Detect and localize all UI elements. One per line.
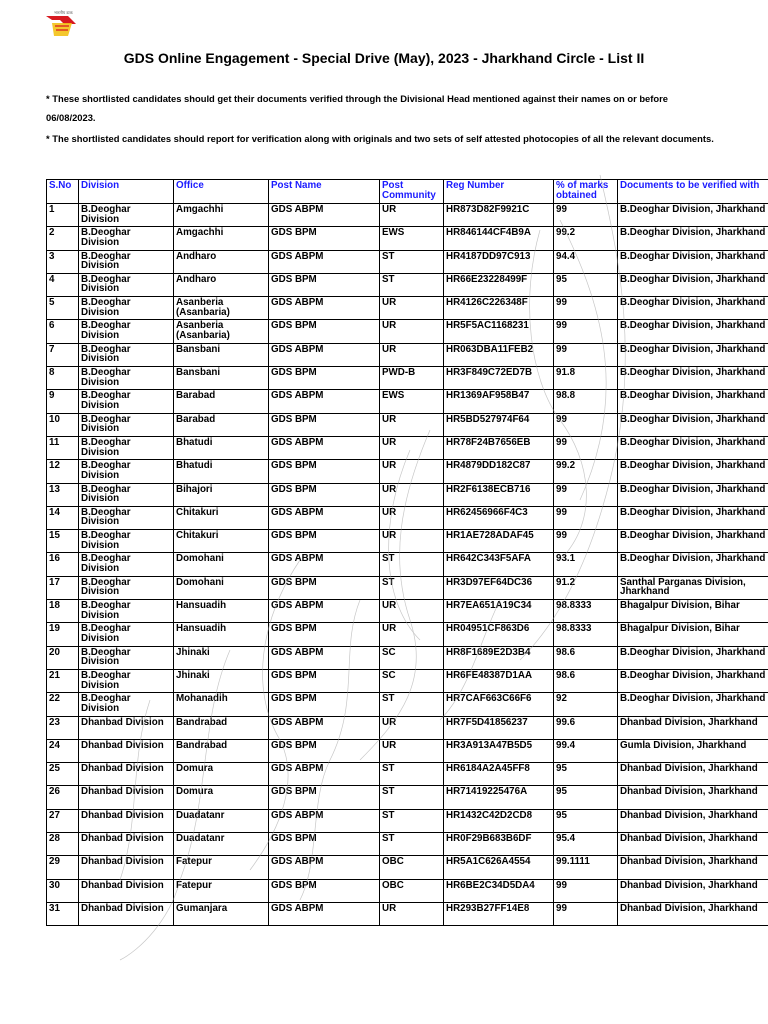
cell-reg-number: HR6184A2A45FF8: [444, 763, 554, 786]
cell-office: Bandrabad: [174, 739, 269, 762]
cell-office: Fatepur: [174, 856, 269, 879]
cell-reg-number: HR7F5D41856237: [444, 716, 554, 739]
cell-reg-number: HR3F849C72ED7B: [444, 367, 554, 390]
cell-division: Dhanbad Division: [79, 739, 174, 762]
instruction-note-1: * These shortlisted candidates should get their documents verified through the Divisional Head mentioned against their names on or before 06/08/2023.: [46, 93, 668, 123]
india-post-logo: [42, 6, 82, 38]
cell-post-name: GDS BPM: [269, 739, 380, 762]
cell-marks: 99: [554, 297, 618, 320]
cell-post-name: GDS ABPM: [269, 343, 380, 366]
cell-post-name: GDS BPM: [269, 320, 380, 343]
cell-reg-number: HR873D82F9921C: [444, 204, 554, 227]
cell-post-community: ST: [380, 273, 444, 296]
cell-post-community: EWS: [380, 390, 444, 413]
cell-documents: B.Deoghar Division, Jharkhand: [618, 343, 768, 366]
cell-office: Hansuadih: [174, 623, 269, 646]
col-header-reg-number: Reg Number: [444, 180, 554, 204]
cell-sno: 29: [47, 856, 79, 879]
cell-sno: 23: [47, 716, 79, 739]
cell-marks: 93.1: [554, 553, 618, 576]
cell-office: Fatepur: [174, 879, 269, 902]
cell-marks: 99: [554, 483, 618, 506]
cell-office: Amgachhi: [174, 227, 269, 250]
cell-office: Chitakuri: [174, 530, 269, 553]
cell-post-community: SC: [380, 646, 444, 669]
cell-marks: 99.2: [554, 227, 618, 250]
cell-reg-number: HR4879DD182C87: [444, 460, 554, 483]
cell-division: B.Deoghar Division: [79, 227, 174, 250]
cell-marks: 98.8: [554, 390, 618, 413]
cell-post-community: UR: [380, 506, 444, 529]
cell-office: Jhinaki: [174, 669, 269, 692]
cell-post-community: UR: [380, 600, 444, 623]
col-header-documents: Documents to be verified with: [618, 180, 768, 204]
cell-documents: Dhanbad Division, Jharkhand: [618, 856, 768, 879]
cell-division: B.Deoghar Division: [79, 553, 174, 576]
table-row: [47, 809, 768, 832]
cell-post-name: GDS BPM: [269, 693, 380, 716]
table-row: [47, 763, 768, 786]
cell-reg-number: HR4126C226348F: [444, 297, 554, 320]
table-row: [47, 856, 768, 879]
cell-office: Duadatanr: [174, 809, 269, 832]
cell-office: Domura: [174, 786, 269, 809]
cell-marks: 98.8333: [554, 623, 618, 646]
instruction-note-2: * The shortlisted candidates should report for verification along with originals and two sets of self attested photocopies of all the relevant documents.: [46, 132, 714, 144]
cell-post-name: GDS BPM: [269, 786, 380, 809]
cell-office: Jhinaki: [174, 646, 269, 669]
table-row: [47, 902, 768, 925]
col-header-marks: % of marks obtained: [554, 180, 618, 204]
cell-office: Bansbani: [174, 367, 269, 390]
cell-marks: 91.8: [554, 367, 618, 390]
cell-reg-number: HR4187DD97C913: [444, 250, 554, 273]
cell-documents: B.Deoghar Division, Jharkhand: [618, 506, 768, 529]
cell-reg-number: HR7EA651A19C34: [444, 600, 554, 623]
cell-marks: 99: [554, 436, 618, 459]
cell-documents: B.Deoghar Division, Jharkhand: [618, 250, 768, 273]
cell-post-community: UR: [380, 297, 444, 320]
cell-sno: 10: [47, 413, 79, 436]
cell-marks: 99: [554, 413, 618, 436]
cell-reg-number: HR3A913A47B5D5: [444, 739, 554, 762]
cell-documents: Dhanbad Division, Jharkhand: [618, 809, 768, 832]
cell-post-name: GDS ABPM: [269, 390, 380, 413]
cell-office: Gumanjara: [174, 902, 269, 925]
cell-sno: 16: [47, 553, 79, 576]
cell-post-community: ST: [380, 833, 444, 856]
cell-post-name: GDS BPM: [269, 623, 380, 646]
cell-post-community: UR: [380, 436, 444, 459]
col-header-post-name: Post Name: [269, 180, 380, 204]
cell-division: Dhanbad Division: [79, 716, 174, 739]
table-row: [47, 506, 768, 529]
table-row: [47, 343, 768, 366]
table-row: [47, 786, 768, 809]
cell-office: Asanberia (Asanbaria): [174, 297, 269, 320]
cell-division: B.Deoghar Division: [79, 693, 174, 716]
cell-sno: 27: [47, 809, 79, 832]
cell-post-community: ST: [380, 553, 444, 576]
table-row: [47, 250, 768, 273]
cell-division: B.Deoghar Division: [79, 204, 174, 227]
cell-sno: 12: [47, 460, 79, 483]
cell-post-name: GDS ABPM: [269, 763, 380, 786]
table-row: [47, 390, 768, 413]
cell-division: Dhanbad Division: [79, 763, 174, 786]
cell-reg-number: HR71419225476A: [444, 786, 554, 809]
cell-post-name: GDS BPM: [269, 669, 380, 692]
cell-sno: 25: [47, 763, 79, 786]
cell-post-name: GDS ABPM: [269, 856, 380, 879]
cell-documents: B.Deoghar Division, Jharkhand: [618, 413, 768, 436]
cell-documents: Santhal Parganas Division, Jharkhand: [618, 576, 768, 599]
cell-office: Chitakuri: [174, 506, 269, 529]
table-row: [47, 693, 768, 716]
cell-post-name: GDS BPM: [269, 833, 380, 856]
cell-marks: 98.6: [554, 669, 618, 692]
col-header-sno: S.No: [47, 180, 79, 204]
cell-division: B.Deoghar Division: [79, 623, 174, 646]
cell-marks: 99.4: [554, 739, 618, 762]
cell-post-community: ST: [380, 576, 444, 599]
cell-marks: 98.6: [554, 646, 618, 669]
cell-post-community: UR: [380, 623, 444, 646]
table-row: [47, 669, 768, 692]
cell-documents: Dhanbad Division, Jharkhand: [618, 902, 768, 925]
cell-reg-number: HR6BE2C34D5DA4: [444, 879, 554, 902]
cell-documents: B.Deoghar Division, Jharkhand: [618, 693, 768, 716]
cell-post-community: UR: [380, 483, 444, 506]
cell-post-name: GDS ABPM: [269, 902, 380, 925]
cell-division: B.Deoghar Division: [79, 343, 174, 366]
cell-reg-number: HR846144CF4B9A: [444, 227, 554, 250]
cell-post-name: GDS ABPM: [269, 809, 380, 832]
cell-documents: B.Deoghar Division, Jharkhand: [618, 530, 768, 553]
cell-sno: 6: [47, 320, 79, 343]
cell-reg-number: HR78F24B7656EB: [444, 436, 554, 459]
cell-documents: Dhanbad Division, Jharkhand: [618, 833, 768, 856]
cell-sno: 11: [47, 436, 79, 459]
cell-post-name: GDS ABPM: [269, 436, 380, 459]
cell-marks: 95: [554, 786, 618, 809]
cell-division: Dhanbad Division: [79, 902, 174, 925]
cell-documents: Gumla Division, Jharkhand: [618, 739, 768, 762]
table-row: [47, 879, 768, 902]
cell-post-name: GDS BPM: [269, 879, 380, 902]
cell-documents: B.Deoghar Division, Jharkhand: [618, 227, 768, 250]
cell-documents: B.Deoghar Division, Jharkhand: [618, 204, 768, 227]
cell-office: Andharo: [174, 273, 269, 296]
cell-documents: B.Deoghar Division, Jharkhand: [618, 553, 768, 576]
cell-office: Bhatudi: [174, 460, 269, 483]
cell-office: Domohani: [174, 576, 269, 599]
cell-office: Barabad: [174, 390, 269, 413]
cell-marks: 99: [554, 879, 618, 902]
cell-post-name: GDS ABPM: [269, 553, 380, 576]
cell-reg-number: HR063DBA11FEB2: [444, 343, 554, 366]
cell-division: B.Deoghar Division: [79, 669, 174, 692]
cell-office: Andharo: [174, 250, 269, 273]
cell-division: B.Deoghar Division: [79, 436, 174, 459]
cell-office: Domohani: [174, 553, 269, 576]
cell-documents: B.Deoghar Division, Jharkhand: [618, 273, 768, 296]
cell-post-community: UR: [380, 530, 444, 553]
cell-marks: 94.4: [554, 250, 618, 273]
cell-documents: B.Deoghar Division, Jharkhand: [618, 436, 768, 459]
cell-post-name: GDS BPM: [269, 367, 380, 390]
cell-documents: Bhagalpur Division, Bihar: [618, 623, 768, 646]
cell-office: Asanberia (Asanbaria): [174, 320, 269, 343]
cell-division: B.Deoghar Division: [79, 320, 174, 343]
cell-division: B.Deoghar Division: [79, 646, 174, 669]
cell-sno: 30: [47, 879, 79, 902]
cell-reg-number: HR1369AF958B47: [444, 390, 554, 413]
cell-division: B.Deoghar Division: [79, 600, 174, 623]
cell-post-community: ST: [380, 693, 444, 716]
cell-post-name: GDS BPM: [269, 576, 380, 599]
table-row: [47, 273, 768, 296]
cell-post-name: GDS ABPM: [269, 600, 380, 623]
table-row: [47, 600, 768, 623]
cell-sno: 14: [47, 506, 79, 529]
table-row: [47, 460, 768, 483]
cell-post-name: GDS ABPM: [269, 297, 380, 320]
cell-marks: 98.8333: [554, 600, 618, 623]
cell-sno: 8: [47, 367, 79, 390]
cell-post-community: OBC: [380, 856, 444, 879]
cell-post-name: GDS BPM: [269, 460, 380, 483]
cell-reg-number: HR1AE728ADAF45: [444, 530, 554, 553]
table-row: [47, 716, 768, 739]
cell-post-name: GDS BPM: [269, 413, 380, 436]
cell-reg-number: HR0F29B683B6DF: [444, 833, 554, 856]
cell-post-community: OBC: [380, 879, 444, 902]
cell-division: Dhanbad Division: [79, 856, 174, 879]
cell-sno: 21: [47, 669, 79, 692]
cell-marks: 99: [554, 204, 618, 227]
cell-office: Bandrabad: [174, 716, 269, 739]
cell-division: B.Deoghar Division: [79, 530, 174, 553]
cell-documents: B.Deoghar Division, Jharkhand: [618, 669, 768, 692]
cell-post-community: UR: [380, 204, 444, 227]
cell-documents: B.Deoghar Division, Jharkhand: [618, 483, 768, 506]
cell-division: B.Deoghar Division: [79, 273, 174, 296]
cell-sno: 9: [47, 390, 79, 413]
page-title: GDS Online Engagement - Special Drive (May), 2023 - Jharkhand Circle - List II: [123, 50, 645, 66]
cell-documents: Bhagalpur Division, Bihar: [618, 600, 768, 623]
cell-sno: 28: [47, 833, 79, 856]
table-row: [47, 413, 768, 436]
cell-post-name: GDS ABPM: [269, 250, 380, 273]
cell-post-name: GDS ABPM: [269, 646, 380, 669]
col-header-office: Office: [174, 180, 269, 204]
table-row: [47, 739, 768, 762]
cell-marks: 99.1111: [554, 856, 618, 879]
cell-reg-number: HR8F1689E2D3B4: [444, 646, 554, 669]
cell-sno: 2: [47, 227, 79, 250]
cell-marks: 95: [554, 273, 618, 296]
cell-post-community: UR: [380, 343, 444, 366]
cell-sno: 22: [47, 693, 79, 716]
cell-reg-number: HR66E23228499F: [444, 273, 554, 296]
cell-marks: 92: [554, 693, 618, 716]
cell-post-name: GDS BPM: [269, 227, 380, 250]
cell-division: B.Deoghar Division: [79, 250, 174, 273]
cell-sno: 17: [47, 576, 79, 599]
cell-sno: 24: [47, 739, 79, 762]
cell-post-community: ST: [380, 786, 444, 809]
table-row: [47, 227, 768, 250]
cell-marks: 95: [554, 809, 618, 832]
cell-sno: 5: [47, 297, 79, 320]
cell-reg-number: HR5F5AC1168231: [444, 320, 554, 343]
cell-post-name: GDS ABPM: [269, 506, 380, 529]
instructions: [46, 90, 716, 148]
cell-marks: 99: [554, 320, 618, 343]
cell-reg-number: HR1432C42D2CD8: [444, 809, 554, 832]
table-row: [47, 297, 768, 320]
cell-division: B.Deoghar Division: [79, 390, 174, 413]
cell-division: B.Deoghar Division: [79, 297, 174, 320]
cell-reg-number: HR293B27FF14E8: [444, 902, 554, 925]
cell-marks: 99: [554, 343, 618, 366]
table-row: [47, 553, 768, 576]
cell-reg-number: HR04951CF863D6: [444, 623, 554, 646]
cell-post-community: ST: [380, 763, 444, 786]
cell-post-community: UR: [380, 902, 444, 925]
cell-office: Domura: [174, 763, 269, 786]
cell-post-name: GDS ABPM: [269, 716, 380, 739]
cell-division: Dhanbad Division: [79, 786, 174, 809]
cell-division: B.Deoghar Division: [79, 483, 174, 506]
cell-reg-number: HR5BD527974F64: [444, 413, 554, 436]
cell-post-community: UR: [380, 460, 444, 483]
cell-sno: 20: [47, 646, 79, 669]
cell-division: B.Deoghar Division: [79, 413, 174, 436]
cell-sno: 26: [47, 786, 79, 809]
cell-reg-number: HR5A1C626A4554: [444, 856, 554, 879]
cell-post-name: GDS BPM: [269, 273, 380, 296]
cell-sno: 7: [47, 343, 79, 366]
cell-post-community: UR: [380, 739, 444, 762]
cell-division: B.Deoghar Division: [79, 576, 174, 599]
cell-sno: 1: [47, 204, 79, 227]
cell-documents: B.Deoghar Division, Jharkhand: [618, 320, 768, 343]
table-row: [47, 576, 768, 599]
cell-marks: 91.2: [554, 576, 618, 599]
cell-documents: B.Deoghar Division, Jharkhand: [618, 390, 768, 413]
cell-post-community: ST: [380, 250, 444, 273]
candidates-table: [46, 179, 768, 926]
cell-sno: 18: [47, 600, 79, 623]
cell-division: Dhanbad Division: [79, 879, 174, 902]
cell-post-community: UR: [380, 716, 444, 739]
cell-reg-number: HR62456966F4C3: [444, 506, 554, 529]
col-header-division: Division: [79, 180, 174, 204]
cell-post-name: GDS BPM: [269, 483, 380, 506]
cell-sno: 13: [47, 483, 79, 506]
table-row: [47, 320, 768, 343]
cell-reg-number: HR6FE48387D1AA: [444, 669, 554, 692]
table-row: [47, 530, 768, 553]
cell-documents: Dhanbad Division, Jharkhand: [618, 879, 768, 902]
table-row: [47, 623, 768, 646]
cell-post-name: GDS BPM: [269, 530, 380, 553]
cell-division: Dhanbad Division: [79, 833, 174, 856]
cell-documents: Dhanbad Division, Jharkhand: [618, 763, 768, 786]
cell-post-community: SC: [380, 669, 444, 692]
cell-post-community: EWS: [380, 227, 444, 250]
cell-documents: B.Deoghar Division, Jharkhand: [618, 367, 768, 390]
cell-reg-number: HR7CAF663C66F6: [444, 693, 554, 716]
cell-marks: 99.2: [554, 460, 618, 483]
cell-sno: 3: [47, 250, 79, 273]
cell-marks: 99: [554, 506, 618, 529]
cell-marks: 99.6: [554, 716, 618, 739]
table-row: [47, 483, 768, 506]
cell-division: B.Deoghar Division: [79, 506, 174, 529]
table-row: [47, 646, 768, 669]
cell-reg-number: HR642C343F5AFA: [444, 553, 554, 576]
cell-marks: 95: [554, 763, 618, 786]
cell-documents: Dhanbad Division, Jharkhand: [618, 786, 768, 809]
cell-office: Duadatanr: [174, 833, 269, 856]
cell-office: Mohanadih: [174, 693, 269, 716]
cell-marks: 99: [554, 902, 618, 925]
cell-reg-number: HR3D97EF64DC36: [444, 576, 554, 599]
cell-post-community: ST: [380, 809, 444, 832]
cell-documents: B.Deoghar Division, Jharkhand: [618, 460, 768, 483]
table-header-row: [47, 180, 768, 204]
cell-documents: B.Deoghar Division, Jharkhand: [618, 297, 768, 320]
cell-reg-number: HR2F6138ECB716: [444, 483, 554, 506]
table-row: [47, 367, 768, 390]
cell-documents: B.Deoghar Division, Jharkhand: [618, 646, 768, 669]
cell-sno: 31: [47, 902, 79, 925]
cell-documents: Dhanbad Division, Jharkhand: [618, 716, 768, 739]
cell-division: Dhanbad Division: [79, 809, 174, 832]
table-row: [47, 204, 768, 227]
cell-post-name: GDS ABPM: [269, 204, 380, 227]
cell-post-community: UR: [380, 320, 444, 343]
cell-post-community: UR: [380, 413, 444, 436]
cell-sno: 15: [47, 530, 79, 553]
cell-office: Amgachhi: [174, 204, 269, 227]
cell-marks: 99: [554, 530, 618, 553]
cell-office: Bansbani: [174, 343, 269, 366]
col-header-post-community: Post Community: [380, 180, 444, 204]
cell-sno: 19: [47, 623, 79, 646]
table-row: [47, 436, 768, 459]
cell-marks: 95.4: [554, 833, 618, 856]
cell-post-community: PWD-B: [380, 367, 444, 390]
cell-office: Bhatudi: [174, 436, 269, 459]
cell-sno: 4: [47, 273, 79, 296]
cell-division: B.Deoghar Division: [79, 460, 174, 483]
cell-office: Hansuadih: [174, 600, 269, 623]
table-row: [47, 833, 768, 856]
cell-office: Barabad: [174, 413, 269, 436]
cell-division: B.Deoghar Division: [79, 367, 174, 390]
cell-office: Bihajori: [174, 483, 269, 506]
logo-text: भारतीय डाक: [54, 10, 73, 15]
